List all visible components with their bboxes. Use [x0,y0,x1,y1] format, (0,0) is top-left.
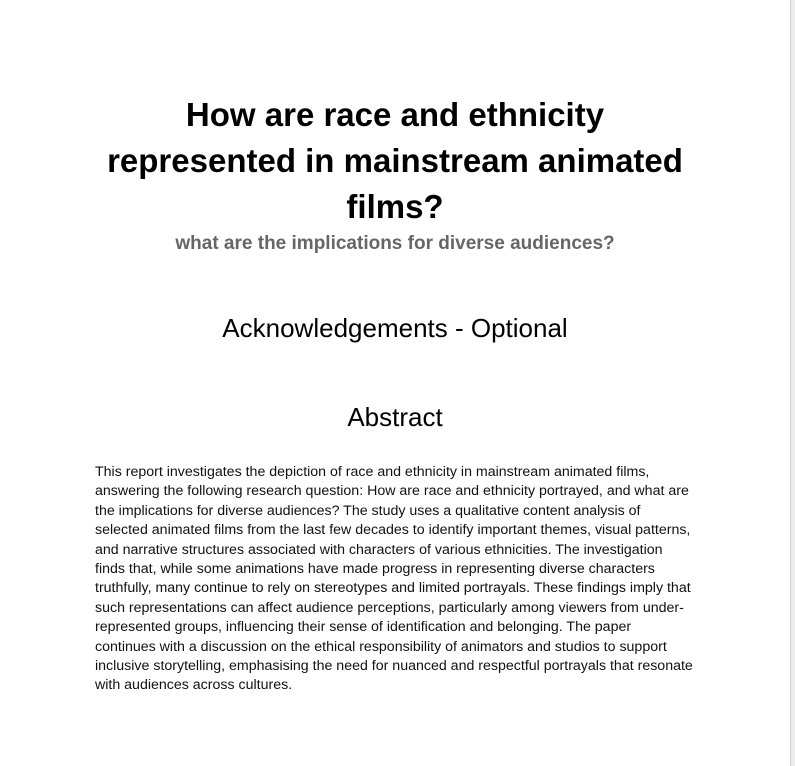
acknowledgements-heading: Acknowledgements - Optional [222,313,568,343]
abstract-heading: Abstract [347,402,443,432]
abstract-paragraph: This report investigates the depiction of race and ethnicity in mainstream animated films, answering the following research question: How are race and ethnicity portrayed, and what are the implications for diverse audiences? The study uses a qualitative content analysis of selected animated films from the last few decades to identify important themes, visual patterns, and narrative structures associated with characters of various ethnicities. The investigation finds that, while some animations have made progress in representing diverse characters truthfully, many continue to rely on stereotypes and limited portrayals. These findings imply that such representations can affect audience perceptions, particularly among viewers from under-represented groups, influencing their sense of identification and belonging. The paper continues with a discussion on the ethical responsibility of animators and studios to support inclusive storytelling, emphasising the need for nuanced and respectful portrayals that resonate with audiences across cultures. [95,464,693,694]
page-title: How are race and ethnicity represented in mainstream animated films? [107,96,683,225]
page-subtitle: what are the implications for diverse audiences? [175,233,615,254]
page-edge-divider [790,0,795,766]
